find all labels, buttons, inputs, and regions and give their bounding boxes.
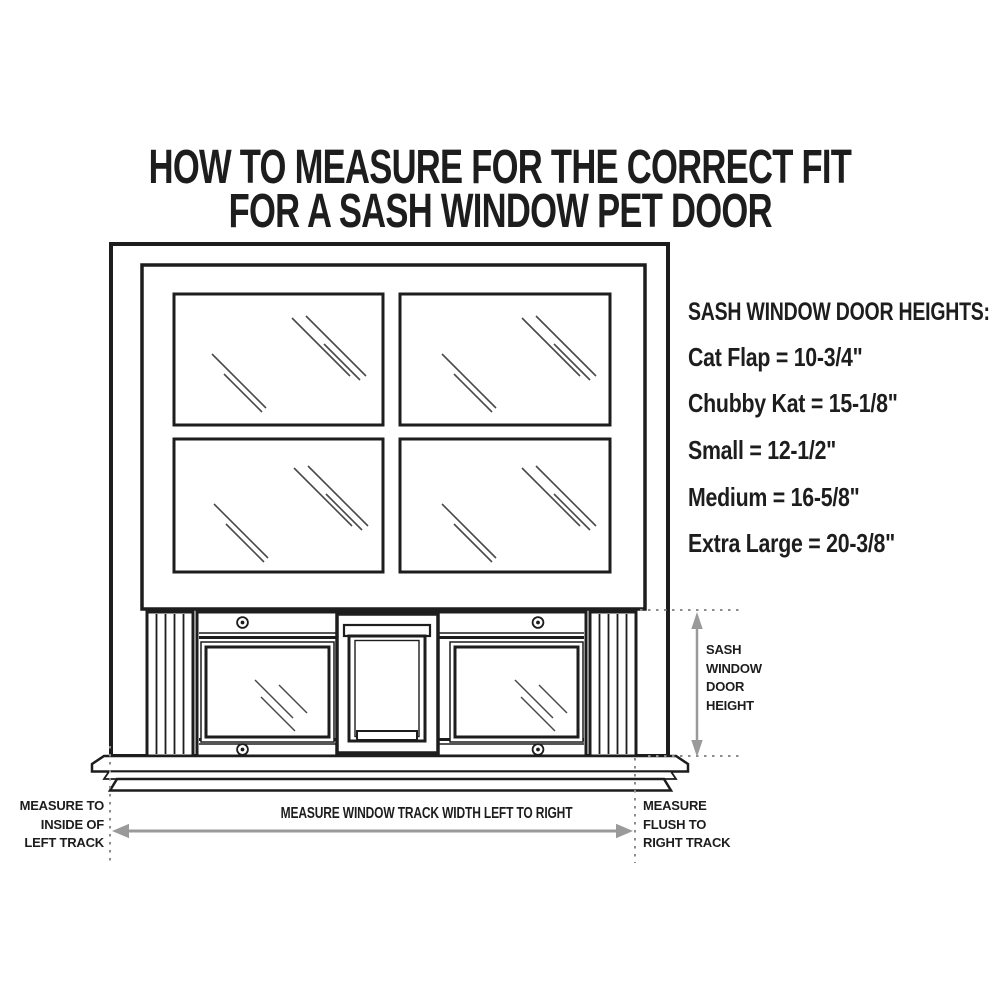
lower-sash-right-track — [590, 612, 636, 756]
pet-door-bottom-bar — [357, 731, 417, 740]
screw-icon — [533, 617, 544, 628]
window-sill-bottom-board — [110, 779, 671, 791]
window-sill-top-board — [92, 756, 688, 772]
glass-pane-top-left — [174, 294, 383, 425]
height-measure-arrow — [691, 612, 702, 757]
measure-track-width-text: MEASURE WINDOW TRACK WIDTH LEFT TO RIGHT — [280, 805, 573, 822]
screw-icon — [237, 617, 248, 628]
door-height-item-chubby-kat: Chubby Kat = 15-1/8" — [688, 388, 898, 418]
door-height-item-medium: Medium = 16-5/8" — [688, 482, 860, 512]
lower-sash-left-track — [147, 612, 193, 756]
insert-glass-right — [455, 647, 578, 737]
screw-icon — [237, 744, 248, 755]
sash-window-door-height-label: SASH WINDOW DOOR HEIGHT — [706, 642, 762, 713]
page-title-line-2: FOR A SASH WINDOW PET DOOR — [228, 185, 772, 238]
screw-icon — [533, 744, 544, 755]
glass-pane-bottom-left — [174, 439, 383, 572]
page-title — [0, 141, 1000, 238]
measure-right-track-label: MEASURE FLUSH TO RIGHT TRACK — [643, 798, 731, 850]
pet-door-flap-frame — [349, 636, 425, 741]
door-height-item-cat-flap: Cat Flap = 10-3/4" — [688, 342, 863, 372]
pet-door-top-bar — [344, 625, 430, 636]
door-height-item-extra-large: Extra Large = 20-3/8" — [688, 528, 896, 558]
width-measure-arrow — [112, 824, 633, 838]
measure-track-width-label — [232, 805, 573, 822]
page-title-line-1: HOW TO MEASURE FOR THE CORRECT FIT — [148, 141, 852, 194]
glass-pane-bottom-right — [400, 439, 610, 572]
door-height-item-small: Small = 12-1/2" — [688, 435, 837, 465]
measure-left-track-label: MEASURE TO INSIDE OF LEFT TRACK — [19, 798, 104, 850]
door-heights-heading: SASH WINDOW DOOR HEIGHTS: — [688, 298, 990, 326]
